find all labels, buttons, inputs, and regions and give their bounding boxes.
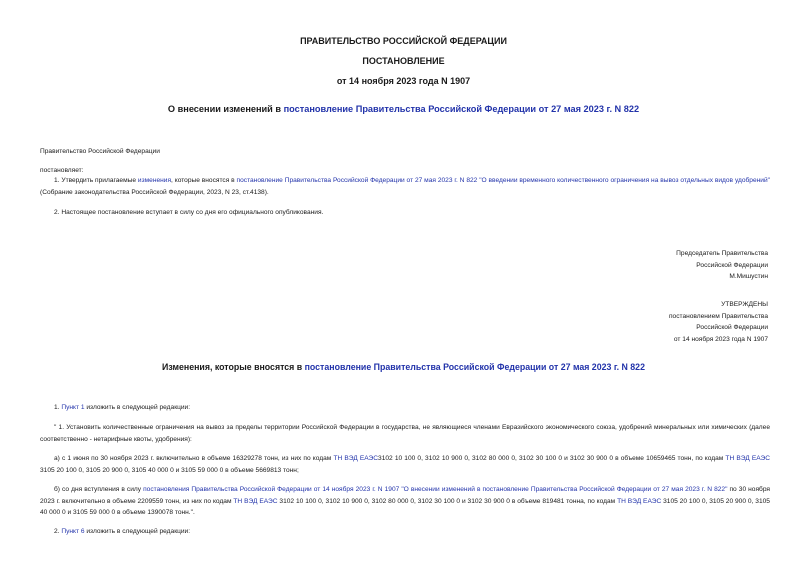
doc-title-prefix: О внесении изменений в [167, 104, 284, 114]
decides-text: постановляет: [40, 167, 84, 174]
p1-start: 1. Утвердить прилагаемые [54, 177, 138, 184]
sub-b-end: 3105 20 100 0, 3105 20 900 0, 3105 40 000 0 и 3105 59 000 0 в объеме 1390078 тонн.". [40, 497, 770, 516]
sub-b-mid-2: 3102 10 100 0, 3102 10 900 0, 3102 80 000 0, 3102 30 100 0 и 3102 30 900 0 в объеме 819481 тонна, по кодам [277, 497, 618, 505]
paragraph-1 [40, 175, 770, 198]
sub-b-mid-1: по 30 ноября 2023 г. включительно в объеме 2209559 тонн, из них по кодам [40, 486, 770, 505]
sub-a-link-1[interactable]: ТН ВЭД ЕАЭС [333, 455, 379, 462]
paragraph-2: 2. Настоящее постановление вступает в силу со дня его официального опубликования. [54, 209, 324, 216]
change-1-rest: изложить в следующей редакции: [84, 404, 191, 411]
signature-line-3: М.Мишустин [729, 273, 768, 280]
change-2-rest: изложить в следующей редакции: [84, 528, 191, 535]
sub-a-link-2[interactable]: ТН ВЭД ЕАЭС [725, 455, 770, 462]
doc-title [0, 104, 807, 114]
sub-b-link-2[interactable]: ТН ВЭД ЕАЭС [233, 497, 278, 505]
approved-line-4: от 14 ноября 2023 года N 1907 [673, 335, 768, 343]
signature-line-1: Председатель Правительства [676, 250, 768, 257]
subparagraph-b [40, 484, 770, 519]
subparagraph-a [40, 453, 770, 476]
doc-type: ПОСТАНОВЛЕНИЕ [362, 56, 445, 66]
doc-date-number: от 14 ноября 2023 года N 1907 [336, 76, 471, 86]
sub-b-link-1[interactable]: постановления Правительства Российской Федерации от 14 ноября 2023 г. N 1907 "О внесении изменений в постановление Правительства Российской Федерации от 27 мая 2023 г. N 822" [143, 486, 728, 493]
p1-link-changes[interactable]: изменения [137, 177, 172, 184]
sub-b-start: б) со дня вступления в силу [54, 486, 144, 493]
quote-paragraph-1: " 1. Установить количественные ограничения на вывоз за пределы территории Российской Федерации в государства, не являющиеся членами Евразийского экономического союза, удобрений минеральных или химических (далее соответственно - нетарифные квоты, удобрения): [40, 424, 770, 443]
approved-line-2: постановлением Правительства [668, 312, 768, 320]
gov-name: Правительство Российской Федерации [40, 148, 160, 155]
change-1-num: 1. [54, 404, 62, 411]
sub-a-end: 3105 20 100 0, 3105 20 900 0, 3105 40 000 0 и 3105 59 000 0 в объеме 5669813 тонн; [40, 466, 299, 474]
changes-title [0, 362, 807, 372]
point-6-link[interactable]: Пункт 6 [61, 528, 85, 535]
sub-b-link-3[interactable]: ТН ВЭД ЕАЭС [617, 497, 662, 505]
change-1-heading [54, 402, 190, 414]
changes-title-prefix: Изменения, которые вносятся в [162, 362, 305, 372]
p1-end: (Собрание законодательства Российской Федерации, 2023, N 23, ст.4138). [40, 188, 269, 196]
p1-link-decree[interactable]: постановление Правительства Российской Федерации от 27 мая 2023 г. N 822 "О введении временного количественного ограничения на вывоз отдельных видов удобрений" [236, 177, 770, 184]
point-1-link[interactable]: Пункт 1 [61, 404, 85, 411]
sub-a-mid: 3102 10 100 0, 3102 10 900 0, 3102 80 000 0, 3102 30 100 0 и 3102 30 900 0 в объеме 10659465 тонн, по кодам [378, 455, 726, 462]
approved-block [669, 299, 768, 345]
doc-title-link[interactable]: постановление Правительства Российской Федерации от 27 мая 2023 г. N 822 [283, 104, 640, 114]
doc-government: ПРАВИТЕЛЬСТВО РОССИЙСКОЙ ФЕДЕРАЦИИ [300, 36, 507, 46]
change-2-num: 2. [54, 528, 62, 535]
sub-a-start: а) с 1 июня по 30 ноября 2023 г. включительно в объеме 16329278 тонн, из них по кодам [54, 455, 334, 462]
approved-line-1: УТВЕРЖДЕНЫ [721, 301, 768, 308]
approved-line-3: Российской Федерации [696, 324, 768, 331]
changes-title-link[interactable]: постановление Правительства Российской Федерации от 27 мая 2023 г. N 822 [304, 362, 645, 372]
p1-mid: , которые вносятся в [171, 177, 237, 184]
change-2-heading [54, 526, 190, 538]
signature-line-2: Российской Федерации [696, 261, 768, 269]
signature-block [676, 248, 768, 283]
